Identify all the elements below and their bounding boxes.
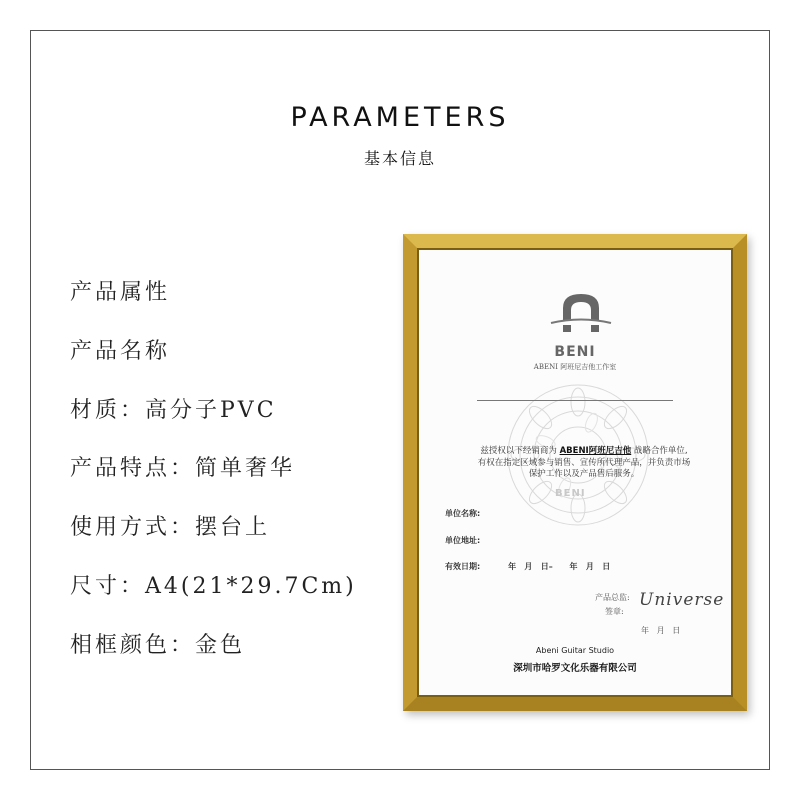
param-product-name: 产品名称: [70, 338, 171, 364]
authorization-text: [439, 446, 729, 481]
watermark-text: BENI: [555, 488, 586, 499]
parameter-list: [70, 278, 357, 690]
gold-photo-frame: [403, 234, 747, 711]
validity-label: 有效日期:: [445, 562, 481, 571]
param-frame-color: 相框颜色：金色: [70, 632, 246, 658]
auth-line2: 有权在指定区域参与销售、宣传所代理产品，并负责市场: [477, 457, 691, 468]
param-usage: 使用方式：摆台上: [70, 515, 271, 541]
param-material: 材质：高分子PVC: [70, 397, 277, 423]
page-title: PARAMETERS: [290, 102, 510, 133]
director-label: 产品总监:: [595, 593, 630, 602]
unit-address-label: 单位地址:: [445, 536, 481, 545]
auth-line1-pre: 兹授权以下经销商为: [480, 446, 557, 456]
validity-dates: 年 月 日– 年 月 日: [508, 562, 611, 571]
studio-name-english: Abeni Guitar Studio: [535, 646, 615, 655]
param-features: 产品特点：简单奢华: [70, 456, 296, 482]
auth-line1-post: 战略合作单位,: [633, 446, 688, 456]
auth-brand: ABENI阿班尼吉他: [559, 446, 632, 456]
auth-line3: 保护工作以及产品售后服务。: [528, 469, 640, 479]
seal-label: 签章:: [605, 607, 624, 616]
handwritten-signature: Universe: [639, 590, 725, 610]
divider-line: [477, 400, 673, 401]
sign-date: 年 月 日: [641, 626, 681, 635]
param-size: 尺寸：A4(21*29.7Cm): [70, 573, 357, 599]
abeni-logo-icon: [541, 290, 621, 350]
validity-row: [445, 561, 610, 572]
logo-caption: ABENI 阿班尼吉他工作室: [533, 363, 617, 371]
certificate-paper: [419, 250, 731, 695]
page-subtitle: 基本信息: [363, 149, 436, 168]
logo-text: BENI: [554, 344, 596, 360]
unit-name-label: 单位名称:: [445, 509, 481, 518]
studio-name-chinese: 深圳市哈罗文化乐器有限公司: [513, 663, 637, 674]
param-product-attributes: 产品属性: [70, 280, 171, 305]
